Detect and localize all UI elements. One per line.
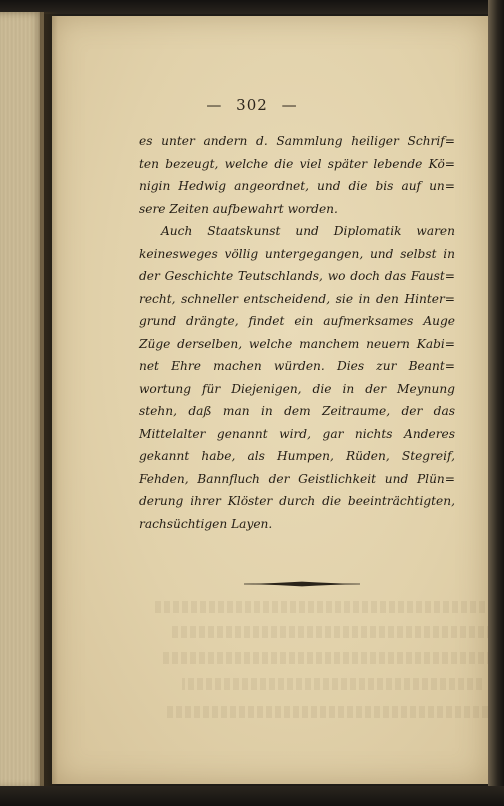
body-text <box>139 130 455 535</box>
text-line: keinesweges völlig untergegangen, und selbst in <box>139 246 455 261</box>
text-line: nigin Hedwig angeordnet, und die bis auf un= <box>139 179 455 193</box>
scan-right-edge <box>488 0 504 806</box>
text-line: sere Zeiten aufbewahrt worden. <box>139 201 338 216</box>
text-line: der Geschichte Teutschlands, wo doch das Faust= <box>139 269 455 283</box>
text-line: Fehden, Bannfluch der Geistlichkeit und Plün= <box>139 471 455 486</box>
section-end-ornament <box>244 580 360 588</box>
book-binding-edges <box>0 12 44 788</box>
page-number <box>0 96 504 114</box>
text-line: Mittelalter genannt wird, gar nichts Anderes <box>139 426 455 441</box>
text-line: Auch Staatskunst und Diplomatik waren <box>161 224 455 238</box>
text-line: rachsüchtigen Layen. <box>139 516 273 531</box>
text-line: derung ihrer Klöster durch die beeinträchtigten, <box>139 494 455 508</box>
text-line: ten bezeugt, welche die viel später lebende Kö= <box>139 156 455 171</box>
text-line: Züge derselben, welche manchem neuern Kabi= <box>139 336 455 351</box>
text-line: net Ehre machen würden. Dies zur Beant= <box>139 359 455 373</box>
text-line: stehn, daß man in dem Zeitraume, der das <box>139 404 455 418</box>
text-line: recht, schneller entscheidend, sie in den Hinter= <box>139 291 455 306</box>
page-number-value: 302 <box>236 96 268 114</box>
scan-top-edge <box>0 0 504 14</box>
gutter-shadow <box>40 12 58 788</box>
page-number-dash-right: — <box>281 96 298 114</box>
scan-bottom-edge <box>0 786 504 806</box>
text-line: es unter andern d. Sammlung heiliger Schrif= <box>139 134 455 148</box>
page-number-dash-left: — <box>206 96 223 114</box>
text-line: grund drängte, findet ein aufmerksames Auge <box>139 314 455 328</box>
text-line: wortung für Diejenigen, die in der Meynung <box>139 381 455 396</box>
text-line: gekannt habe, als Humpen, Rüden, Stegreif, <box>139 449 455 463</box>
